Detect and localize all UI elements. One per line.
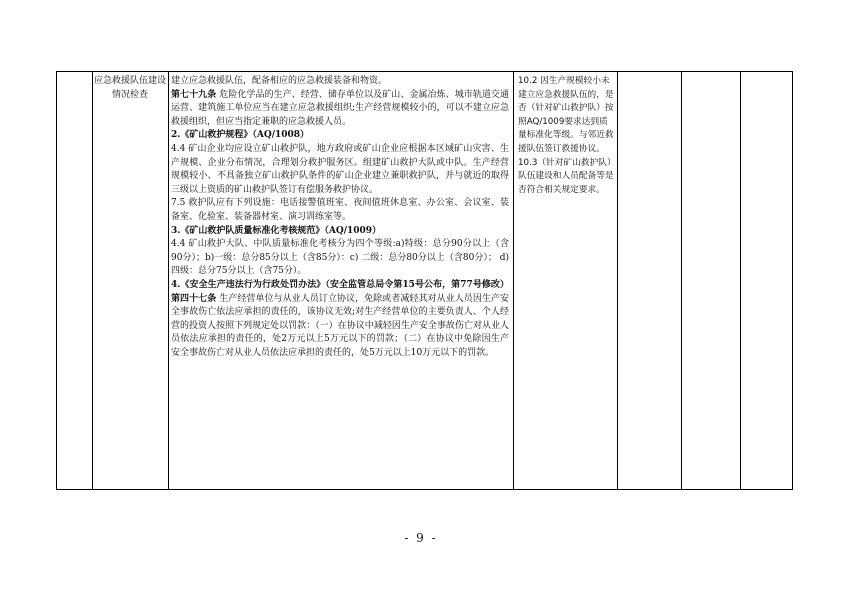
regulation-heading	[171, 225, 509, 239]
regulation-heading	[171, 129, 509, 143]
legal-basis-cell	[171, 75, 509, 360]
regulation-title: 3.《矿山救护队质量标准化考核规范》（AQ/1009）	[171, 225, 382, 236]
legal-basis-paragraph	[171, 89, 509, 130]
legal-basis-paragraph	[171, 279, 509, 361]
column-divider	[92, 72, 93, 489]
inspection-table	[56, 71, 793, 490]
article-text: 生产经营单位与从业人员订立协议，免除或者减轻其对从业人员因生产安全事故伤亡依法应承担的责任的，该协议无效;对生产经营单位的主要负责人、个人经营的投资人按照下列规定处以罚款：（一）在协议中减轻因生产安全事故伤亡对从业人员依法应承担的责任的，处2万元以上5万元以下的罚款；（二）在协议中免除因生产安全事故伤亡对从业人员依法应承担的责任的，处5万元以上10万元以下的罚款。	[171, 293, 509, 358]
inspection-item-heading: 应急救援队伍建设情况检查	[93, 76, 166, 100]
column-divider	[168, 72, 169, 489]
legal-basis-paragraph: 4.4 矿山企业均应设立矿山救护队，地方政府或矿山企业应根据本区域矿山灾害、生产规模、企业分布情况，合理划分救护服务区。组建矿山救护大队或中队。生产经营规模较小、不具备独立矿山救护队条件的矿山企业建立兼职救护队，并与就近的取得三级以上资质的矿山救护队签订有偿服务救护协议。	[171, 143, 509, 195]
article-text: 危险化学品的生产、经营、储存单位以及矿山、金属冶炼、城市轨道交通运营、建筑施工单位应当在建立应急救援组织;生产经营规模较小的，可以不建立应急救援组织，但应当指定兼职的应急救援人员。	[171, 89, 509, 127]
inspection-item-cell	[93, 75, 167, 102]
page-number: - 9 -	[404, 531, 438, 545]
regulation-title: 2.《矿山救护规程》（AQ/1008）	[171, 130, 310, 141]
column-divider	[681, 72, 682, 489]
inspection-point: 10.2 因生产规模较小未建立应急救援队伍的，是否（针对矿山救护队）按照AQ/1009要求达到质量标准化等级。与邻近救援队伍签订救援协议。	[518, 76, 614, 154]
regulation-title: 4.《安全生产违法行为行政处罚办法》（安全监管总局令第15号公布，第77号修改）第四十七条	[171, 279, 509, 304]
inspection-content-cell	[518, 75, 614, 197]
column-divider	[513, 72, 514, 489]
article-number: 第七十九条	[171, 89, 217, 100]
legal-basis-paragraph: 4.4 矿山救护大队、中队质量标准化考核分为四个等级:a)特级：总分90分以上（含90分）；b)一级：总分85分以上（含85分）：c) 二级：总分80分以上（含80分）； d) 四级：总分75分以上（含75分）。	[171, 239, 509, 277]
column-divider	[617, 72, 618, 489]
column-divider	[740, 72, 741, 489]
legal-basis-paragraph: 建立应急救援队伍，配备相应的应急救援装备和物资。	[171, 76, 388, 86]
legal-basis-paragraph: 7.5 救护队应有下列设施：电话接警值班室、夜间值班休息室、办公室、会议室、装备室、化验室、装备器材室、演习训练室等。	[171, 198, 509, 222]
inspection-point: 10.3（针对矿山救护队）队伍建设和人员配备等是否符合相关规定要求。	[518, 157, 614, 195]
